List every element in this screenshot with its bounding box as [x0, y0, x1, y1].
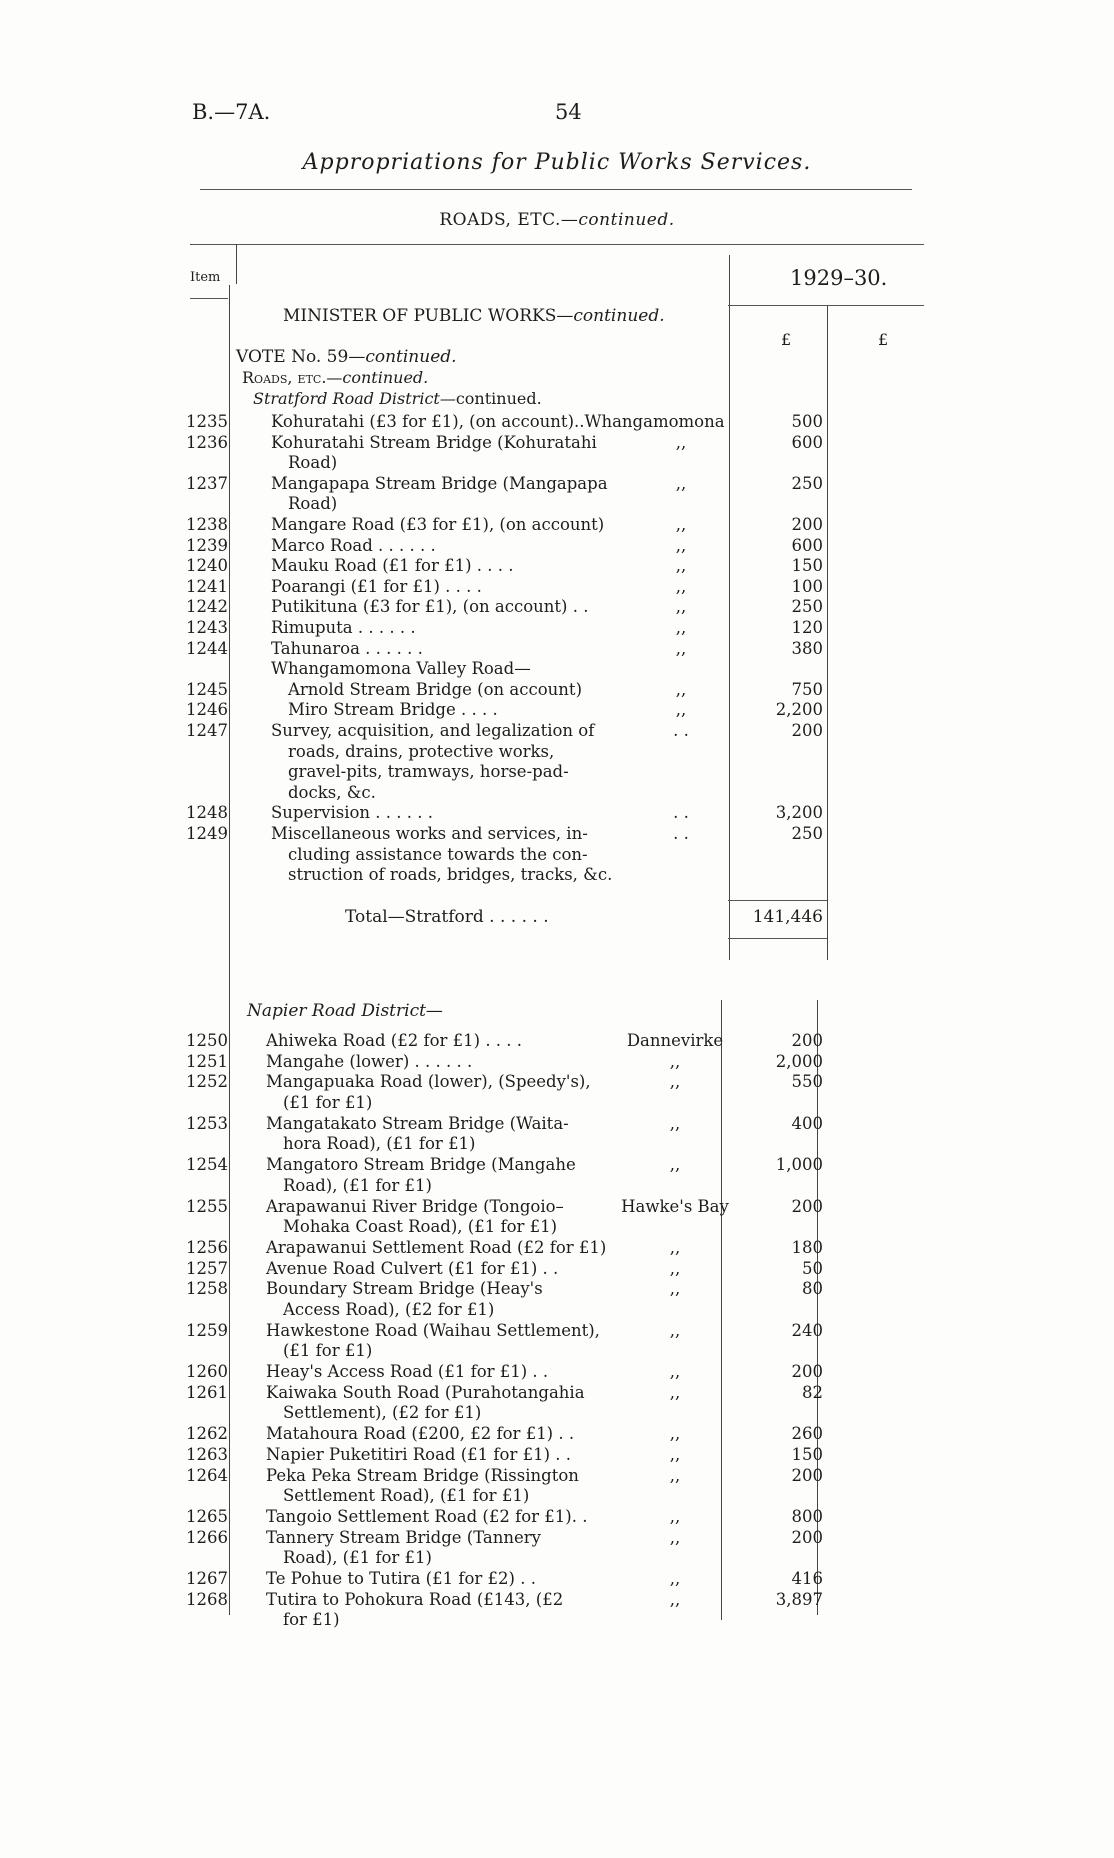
district-name: Dannevirke — [626, 1031, 724, 1050]
district-name: ,, — [669, 1507, 681, 1527]
description-line: Matahoura Road (£200, £2 for £1) . . — [266, 1424, 575, 1444]
item-number: 1244 — [186, 638, 228, 658]
district-name: ,, — [675, 679, 687, 699]
item-description — [266, 1569, 536, 1590]
description-line: Kohuratahi Stream Bridge (Kohuratahi — [271, 432, 597, 452]
stratford-continued: continued. — [455, 389, 542, 408]
amount: 100 — [791, 576, 823, 596]
page-number: 54 — [555, 100, 582, 124]
description-line: Kohuratahi (£3 for £1), (on account)..Whangamomona — [271, 412, 725, 431]
item-number: 1256 — [186, 1238, 228, 1257]
description-line: Settlement), (£2 for £1) — [283, 1403, 482, 1423]
description-line: Survey, acquisition, and legalization of — [271, 721, 595, 740]
item-number: 1235 — [186, 412, 228, 431]
table-top-rule — [190, 244, 924, 245]
amount: 1,000 — [775, 1155, 823, 1175]
description-line: cluding assistance towards the con- — [288, 844, 588, 864]
district-name: ,, — [669, 1279, 681, 1299]
description-line: Mangapuaka Road (lower), (Speedy's), — [266, 1072, 591, 1092]
amount: 2,200 — [775, 700, 823, 720]
district-name: ,, — [675, 618, 687, 637]
district-name: ,, — [669, 1072, 681, 1092]
district-name: . . — [673, 824, 689, 843]
description-line: Tahunaroa . . . . . . — [271, 638, 423, 658]
item-description — [266, 1197, 564, 1238]
item-description — [266, 1259, 558, 1280]
item-description — [266, 1072, 591, 1113]
item-description — [266, 1383, 585, 1424]
pound-sign-total: £ — [878, 330, 889, 349]
amount: 250 — [791, 473, 823, 493]
year-header-rule — [728, 305, 924, 306]
district-name: ,, — [675, 473, 687, 493]
item-description — [266, 1238, 606, 1259]
description-line: Mangare Road (£3 for £1), (on account) — [271, 515, 605, 534]
amount: 600 — [791, 432, 823, 452]
district-name: ,, — [669, 1362, 681, 1382]
item-description — [266, 1528, 541, 1569]
item-description — [271, 433, 597, 474]
item-description — [271, 577, 482, 598]
item-number: 1263 — [186, 1445, 228, 1464]
district-name: . . — [673, 721, 689, 740]
item-description — [271, 474, 608, 515]
description-line: Ahiweka Road (£2 for £1) . . . . — [266, 1031, 523, 1050]
item-column-header: Item — [190, 270, 221, 285]
stratford-heading — [253, 389, 542, 408]
amount: 200 — [791, 1196, 823, 1216]
amount: 250 — [791, 597, 823, 617]
item-description — [266, 1590, 563, 1631]
description-line: Putikituna (£3 for £1), (on account) . . — [271, 597, 589, 617]
amount: 750 — [791, 679, 823, 699]
description-line: Arapawanui River Bridge (Tongoio– — [266, 1196, 564, 1216]
description-line: Settlement Road), (£1 for £1) — [283, 1486, 530, 1506]
amount: 260 — [791, 1424, 823, 1444]
amount: 380 — [791, 638, 823, 658]
item-number: 1257 — [186, 1258, 228, 1278]
description-line: Te Pohue to Tutira (£1 for £2) . . — [266, 1569, 536, 1589]
description-line: Arapawanui Settlement Road (£2 for £1) — [266, 1238, 607, 1257]
item-number: 1251 — [186, 1051, 228, 1071]
vote-heading — [236, 347, 457, 367]
description-line: Access Road), (£2 for £1) — [283, 1299, 495, 1319]
item-description — [266, 1424, 574, 1445]
description-line: Tannery Stream Bridge (Tannery — [266, 1527, 541, 1547]
district-name: ,, — [669, 1320, 681, 1340]
amount: 500 — [791, 412, 823, 431]
pound-sign-amount: £ — [781, 330, 792, 349]
district-name: ,, — [675, 535, 687, 555]
item-number: 1247 — [186, 721, 228, 740]
item-description — [271, 597, 588, 618]
description-line: for £1) — [283, 1610, 340, 1630]
description-line: Arnold Stream Bridge (on account) — [288, 679, 583, 699]
item-number: 1237 — [186, 473, 228, 493]
item-number: 1264 — [186, 1465, 228, 1485]
amount: 600 — [791, 535, 823, 555]
description-line: roads, drains, protective works, — [288, 741, 555, 761]
description-line: Tangoio Settlement Road (£2 for £1). . — [266, 1507, 588, 1527]
item-number: 1259 — [186, 1320, 228, 1340]
description-line: Road) — [288, 453, 338, 473]
roads-label: Roads, etc.— — [242, 368, 343, 387]
description-line: (£1 for £1) — [283, 1341, 373, 1361]
district-name: ,, — [669, 1238, 681, 1257]
item-description — [266, 1445, 571, 1466]
stratford-total-amount: 141,446 — [752, 907, 823, 927]
stratford-total-label: Total—Stratford . . . . . . — [345, 907, 549, 927]
item-number: 1261 — [186, 1382, 228, 1402]
amount: 150 — [791, 556, 823, 576]
item-description — [271, 639, 423, 660]
district-name: ,, — [675, 556, 687, 576]
description-line: hora Road), (£1 for £1) — [283, 1134, 476, 1154]
description-line: docks, &c. — [288, 782, 376, 802]
roads-heading — [242, 368, 428, 387]
description-line: Mangatakato Stream Bridge (Waita- — [266, 1113, 569, 1133]
district-name: ,, — [669, 1569, 681, 1589]
district-name: ,, — [675, 515, 687, 534]
item-column-rule-top — [236, 244, 237, 284]
description-line: gravel-pits, tramways, horse-pad- — [288, 762, 569, 781]
item-number: 1268 — [186, 1589, 228, 1609]
amount: 200 — [791, 515, 823, 534]
item-header-rule — [190, 298, 228, 299]
section-continued: continued. — [578, 210, 675, 230]
year-column-header: 1929–30. — [790, 266, 888, 290]
napier-heading: Napier Road District— — [247, 1001, 443, 1021]
description-line: Whangamomona Valley Road— — [271, 659, 531, 679]
amount: 250 — [791, 824, 823, 843]
description-line: Mauku Road (£1 for £1) . . . . — [271, 556, 514, 576]
item-description — [288, 700, 498, 721]
amount: 200 — [791, 1527, 823, 1547]
vote-label: VOTE No. 59— — [236, 347, 366, 367]
item-description — [271, 803, 433, 824]
amount: 200 — [791, 1362, 823, 1382]
description-line: Miscellaneous works and services, in- — [271, 824, 588, 843]
document-reference: B.—7A. — [192, 100, 271, 124]
minister-heading — [283, 306, 665, 326]
description-line: Mangatoro Stream Bridge (Mangahe — [266, 1155, 576, 1175]
district-name: ,, — [669, 1424, 681, 1444]
description-line: (£1 for £1) — [283, 1092, 373, 1112]
district-name: ,, — [675, 638, 687, 658]
item-description — [266, 1507, 587, 1528]
description-line: Mangahe (lower) . . . . . . — [266, 1051, 473, 1071]
amount: 800 — [791, 1507, 823, 1527]
description-line: Marco Road . . . . . . — [271, 535, 436, 555]
description-line: struction of roads, bridges, tracks, &c. — [288, 865, 613, 884]
stratford-label: Stratford Road District— — [253, 389, 456, 408]
amount: 200 — [791, 1465, 823, 1485]
amount: 150 — [791, 1445, 823, 1464]
total-bottom-rule — [728, 938, 827, 939]
item-column-rule — [229, 285, 230, 1615]
description-line: Hawkestone Road (Waihau Settlement), — [266, 1320, 600, 1340]
section-heading — [0, 210, 1114, 230]
description-line: Mangapapa Stream Bridge (Mangapapa — [271, 473, 608, 493]
item-description — [266, 1279, 543, 1320]
district-name: ,, — [669, 1527, 681, 1547]
amount: 120 — [791, 618, 823, 637]
description-line: Supervision . . . . . . — [271, 803, 433, 823]
amount: 2,000 — [775, 1051, 823, 1071]
item-description — [266, 1031, 522, 1052]
district-name: Hawke's Bay — [621, 1196, 729, 1216]
item-number: 1248 — [186, 803, 228, 823]
amount-column-rule — [827, 305, 828, 960]
district-name: ,, — [675, 576, 687, 596]
amount: 400 — [791, 1113, 823, 1133]
total-top-rule — [728, 900, 827, 901]
section-label: ROADS, ETC.— — [439, 210, 579, 230]
district-name: ,, — [669, 1051, 681, 1071]
amount: 240 — [791, 1320, 823, 1340]
amount: 80 — [802, 1279, 823, 1299]
district-name: ,, — [675, 700, 687, 720]
district-name: ,, — [669, 1155, 681, 1175]
minister-continued: continued. — [573, 306, 665, 326]
description-line: Avenue Road Culvert (£1 for £1) . . — [266, 1258, 559, 1278]
item-number: 1236 — [186, 432, 228, 452]
description-line: Mohaka Coast Road), (£1 for £1) — [283, 1217, 558, 1237]
amount: 416 — [791, 1569, 823, 1589]
item-number: 1252 — [186, 1072, 228, 1092]
title-rule — [200, 189, 912, 190]
item-description — [266, 1155, 576, 1196]
description-line: Boundary Stream Bridge (Heay's — [266, 1279, 543, 1299]
item-number: 1249 — [186, 824, 228, 843]
item-description — [271, 721, 594, 803]
item-number: 1243 — [186, 618, 228, 637]
item-description — [271, 824, 612, 886]
item-number: 1262 — [186, 1424, 228, 1444]
district-name: ,, — [669, 1465, 681, 1485]
description-line: Miro Stream Bridge . . . . — [288, 700, 498, 720]
item-number: 1258 — [186, 1279, 228, 1299]
description-line: Peka Peka Stream Bridge (Rissington — [266, 1465, 579, 1485]
item-number: 1240 — [186, 556, 228, 576]
description-line: Road), (£1 for £1) — [283, 1548, 432, 1568]
item-description — [266, 1114, 569, 1155]
description-line: Rimuputa . . . . . . — [271, 618, 416, 637]
page-title: Appropriations for Public Works Services. — [302, 150, 812, 175]
description-line: Poarangi (£1 for £1) . . . . — [271, 576, 482, 596]
district-name: ,, — [675, 432, 687, 452]
item-number: 1265 — [186, 1507, 228, 1527]
item-number: 1254 — [186, 1155, 228, 1175]
item-description — [271, 536, 436, 557]
amount: 3,897 — [775, 1589, 823, 1609]
description-line: Kaiwaka South Road (Purahotangahia — [266, 1382, 585, 1402]
item-number: 1267 — [186, 1569, 228, 1589]
item-number: 1266 — [186, 1527, 228, 1547]
description-line: Tutira to Pohokura Road (£143, (£2 — [266, 1589, 564, 1609]
item-number: 1246 — [186, 700, 228, 720]
district-name: ,, — [669, 1382, 681, 1402]
item-number: 1245 — [186, 679, 228, 699]
item-number: 1250 — [186, 1031, 228, 1050]
amount: 200 — [791, 1031, 823, 1050]
description-line: Road) — [288, 494, 338, 514]
item-number: 1241 — [186, 576, 228, 596]
district-name: ,, — [675, 597, 687, 617]
item-description — [271, 515, 604, 536]
district-name: ,, — [669, 1445, 681, 1464]
district-name: ,, — [669, 1258, 681, 1278]
item-number: 1242 — [186, 597, 228, 617]
item-number: 1255 — [186, 1196, 228, 1216]
item-number: 1238 — [186, 515, 228, 534]
district-name: ,, — [669, 1113, 681, 1133]
description-line: Napier Puketitiri Road (£1 for £1) . . — [266, 1445, 571, 1464]
item-number: 1253 — [186, 1113, 228, 1133]
amount: 200 — [791, 721, 823, 740]
description-line: Heay's Access Road (£1 for £1) . . — [266, 1362, 549, 1382]
item-description — [266, 1466, 579, 1507]
item-description — [271, 659, 531, 680]
vote-continued: continued. — [365, 347, 457, 367]
amount: 550 — [791, 1072, 823, 1092]
roads-continued: continued. — [342, 368, 429, 387]
item-description — [271, 618, 416, 639]
amount: 3,200 — [775, 803, 823, 823]
description-line: Road), (£1 for £1) — [283, 1175, 432, 1195]
minister-label: MINISTER OF PUBLIC WORKS— — [283, 306, 574, 326]
item-description — [288, 680, 582, 701]
amount: 82 — [802, 1382, 823, 1402]
item-number: 1260 — [186, 1362, 228, 1382]
amount: 50 — [802, 1258, 823, 1278]
district-name: ,, — [669, 1589, 681, 1609]
item-description — [266, 1052, 472, 1073]
item-description — [266, 1362, 548, 1383]
district-name: . . — [673, 803, 689, 823]
item-description — [271, 556, 513, 577]
amount: 180 — [791, 1238, 823, 1257]
item-number: 1239 — [186, 535, 228, 555]
item-description — [271, 412, 725, 433]
item-description — [266, 1321, 600, 1362]
